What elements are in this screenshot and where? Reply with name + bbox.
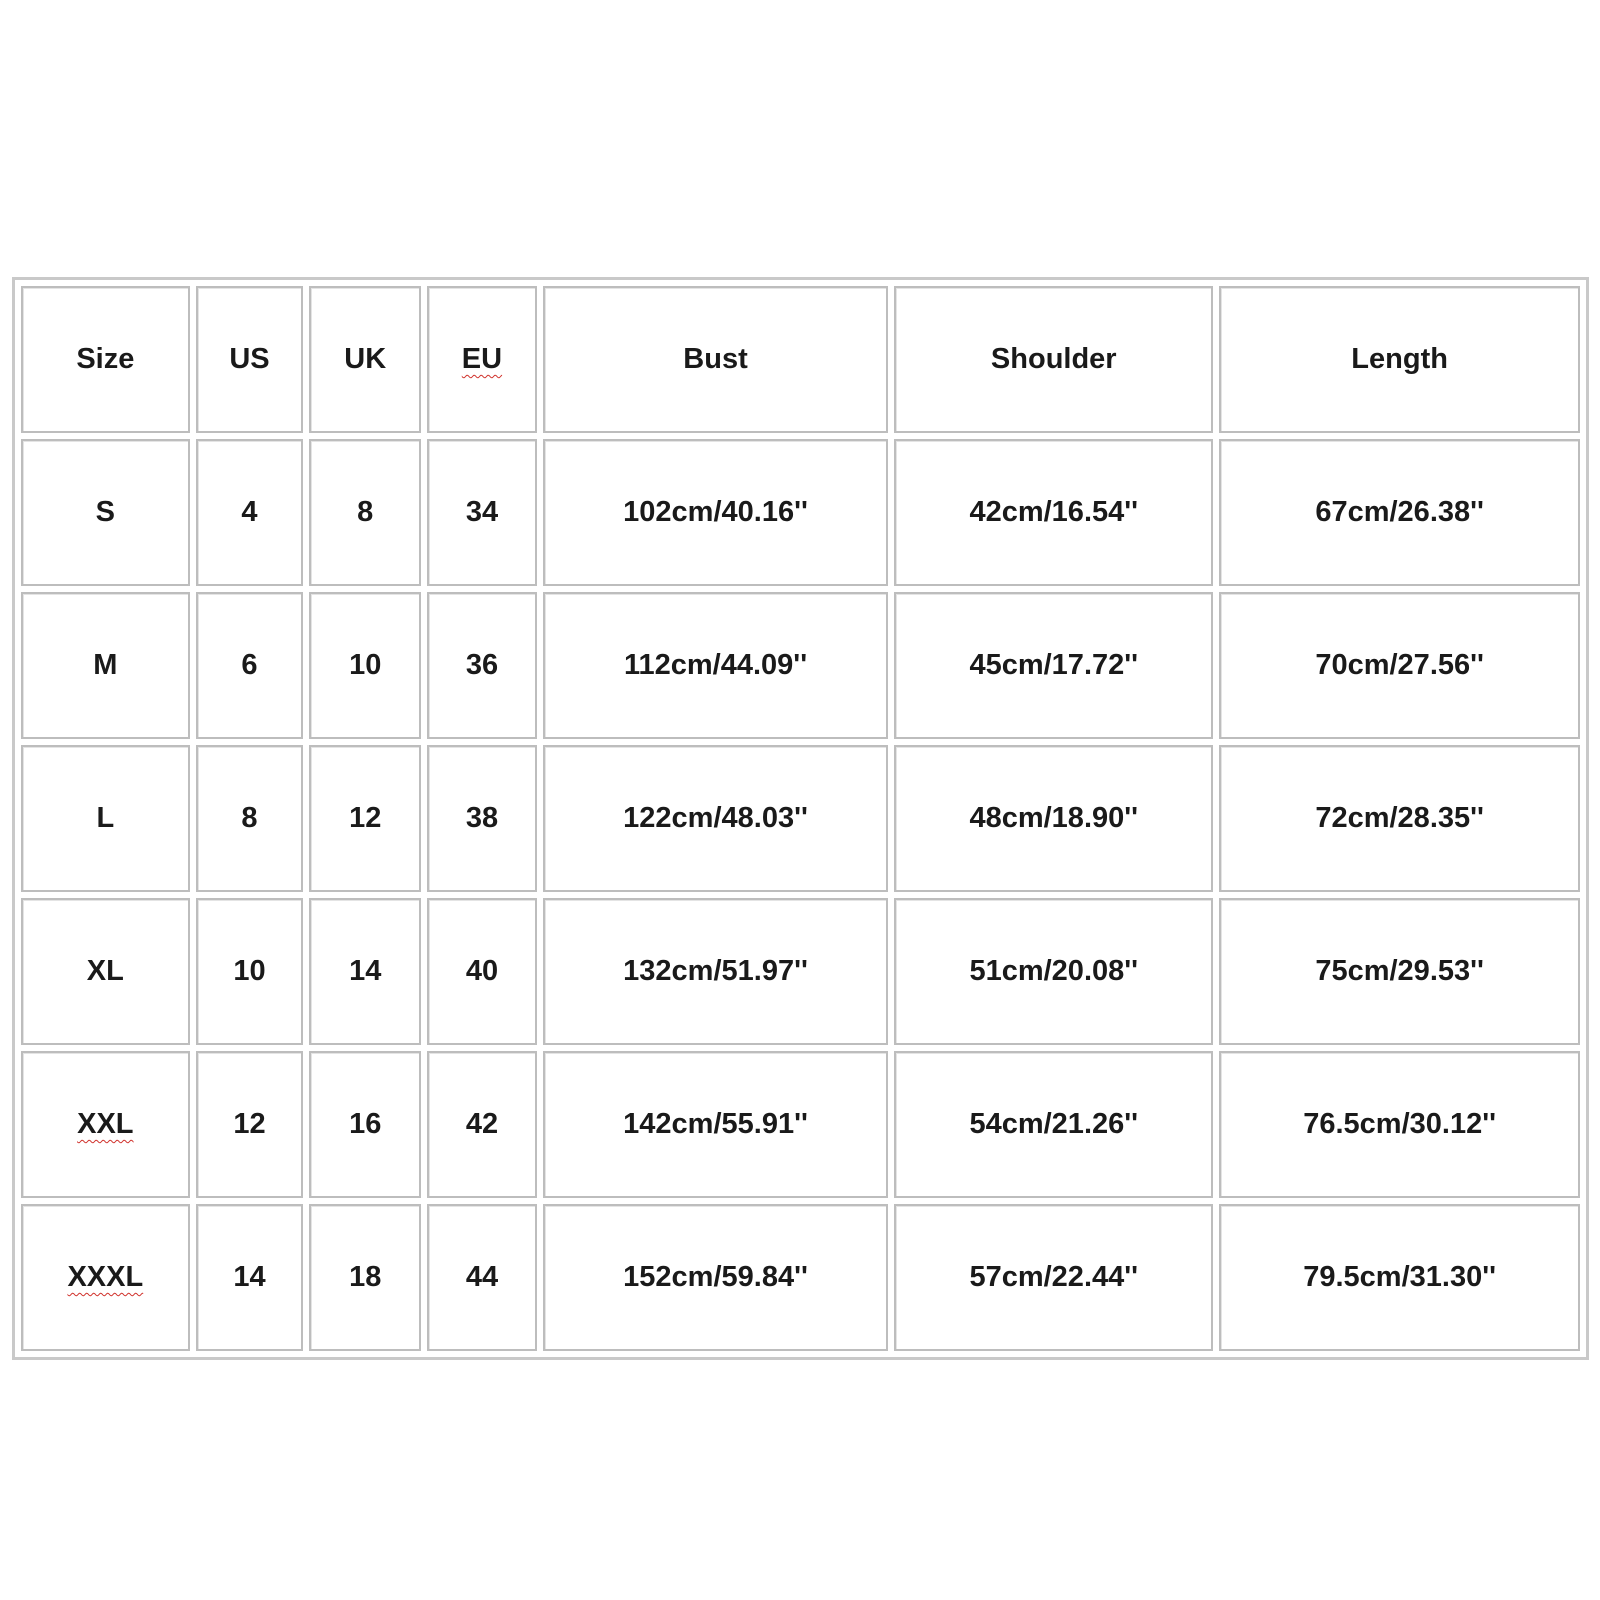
cell-bust: 102cm/40.16'' [543,439,888,586]
cell-eu: 44 [427,1204,537,1351]
cell-bust: 112cm/44.09'' [543,592,888,739]
cell-shoulder: 45cm/17.72'' [894,592,1213,739]
header-row [21,286,1580,433]
cell-bust: 152cm/59.84'' [543,1204,888,1351]
header-length: Length [1219,286,1580,433]
cell-uk: 18 [309,1204,421,1351]
header-eu: EU [427,286,537,433]
cell-us: 6 [196,592,304,739]
header-size: Size [21,286,190,433]
cell-uk: 12 [309,745,421,892]
header-bust: Bust [543,286,888,433]
cell-size: S [21,439,190,586]
cell-length: 75cm/29.53'' [1219,898,1580,1045]
size-chart-table [12,277,1589,1360]
cell-eu: 36 [427,592,537,739]
header-us: US [196,286,304,433]
cell-size: XXXL [21,1204,190,1351]
cell-eu: 40 [427,898,537,1045]
cell-shoulder: 51cm/20.08'' [894,898,1213,1045]
cell-uk: 10 [309,592,421,739]
cell-shoulder: 42cm/16.54'' [894,439,1213,586]
cell-shoulder: 57cm/22.44'' [894,1204,1213,1351]
cell-us: 8 [196,745,304,892]
cell-us: 10 [196,898,304,1045]
cell-uk: 16 [309,1051,421,1198]
cell-us: 14 [196,1204,304,1351]
cell-length: 79.5cm/31.30'' [1219,1204,1580,1351]
header-shoulder: Shoulder [894,286,1213,433]
table-row [21,898,1580,1045]
table-row [21,592,1580,739]
cell-eu: 38 [427,745,537,892]
cell-length: 67cm/26.38'' [1219,439,1580,586]
cell-eu: 42 [427,1051,537,1198]
cell-uk: 8 [309,439,421,586]
cell-us: 4 [196,439,304,586]
cell-size: L [21,745,190,892]
cell-bust: 142cm/55.91'' [543,1051,888,1198]
cell-length: 76.5cm/30.12'' [1219,1051,1580,1198]
cell-bust: 132cm/51.97'' [543,898,888,1045]
cell-shoulder: 54cm/21.26'' [894,1051,1213,1198]
cell-bust: 122cm/48.03'' [543,745,888,892]
table-row [21,1204,1580,1351]
cell-uk: 14 [309,898,421,1045]
cell-length: 70cm/27.56'' [1219,592,1580,739]
cell-length: 72cm/28.35'' [1219,745,1580,892]
header-uk: UK [309,286,421,433]
cell-size: XXL [21,1051,190,1198]
cell-us: 12 [196,1051,304,1198]
cell-eu: 34 [427,439,537,586]
table-row [21,439,1580,586]
cell-shoulder: 48cm/18.90'' [894,745,1213,892]
table-row [21,745,1580,892]
cell-size: M [21,592,190,739]
cell-size: XL [21,898,190,1045]
table-row [21,1051,1580,1198]
